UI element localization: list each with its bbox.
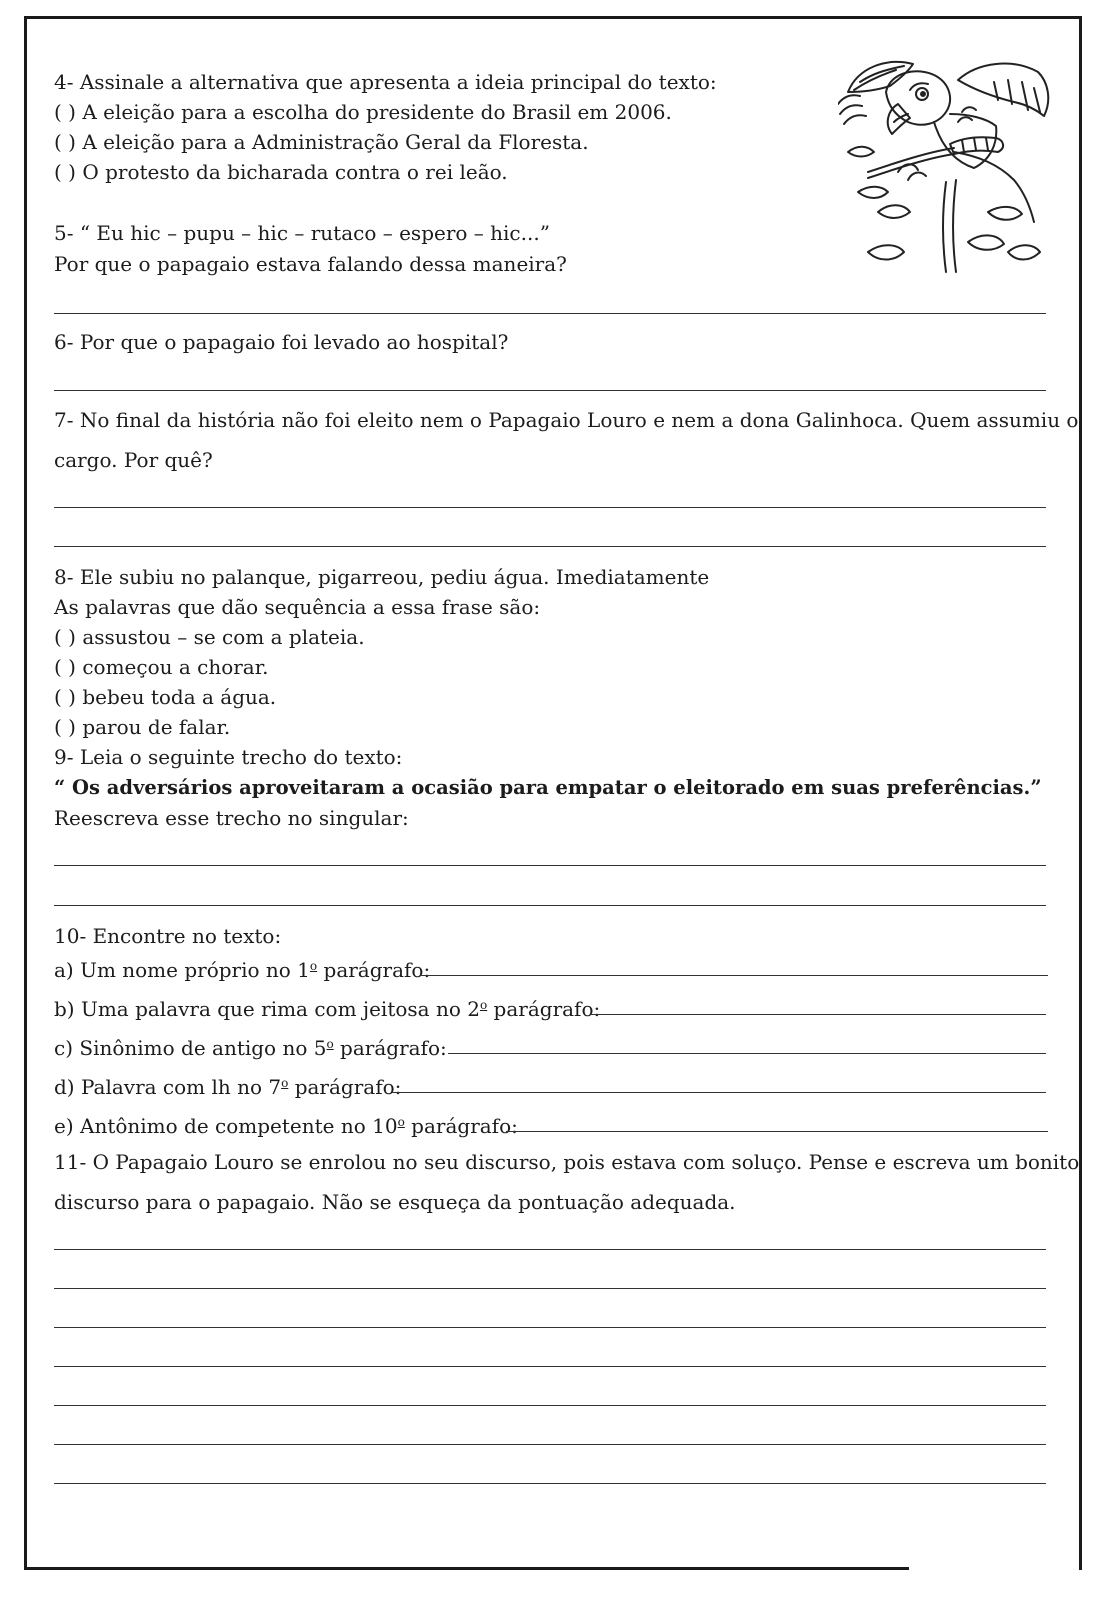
q11-answer-line-7[interactable] (54, 1483, 1046, 1484)
q11-question-line-2: discurso para o papagaio. Não se esqueça da pontuação adequada. (54, 1190, 736, 1214)
q10-item-a-answer-line[interactable] (420, 975, 1048, 976)
q7-answer-line-2[interactable] (54, 546, 1046, 547)
q8-sentence: 8- Ele subiu no palanque, pigarreou, pediu água. Imediatamente (54, 565, 710, 589)
q7-question-line-2: cargo. Por quê? (54, 448, 213, 472)
q7-answer-line-1[interactable] (54, 507, 1046, 508)
q10-item-b-answer-line[interactable] (590, 1014, 1046, 1015)
page-border-left (24, 16, 27, 1570)
q5-answer-line[interactable] (54, 313, 1046, 314)
q10-intro: 10- Encontre no texto: (54, 924, 282, 948)
q6-answer-line[interactable] (54, 390, 1046, 391)
q8-option-1: ( ) assustou – se com a plateia. (54, 625, 365, 649)
q8-option-3: ( ) bebeu toda a água. (54, 685, 277, 709)
page-border-bottom (24, 1567, 909, 1570)
q11-answer-line-2[interactable] (54, 1288, 1046, 1289)
parrot-illustration-icon (838, 52, 1056, 274)
q11-answer-line-6[interactable] (54, 1444, 1046, 1445)
q6-question: 6- Por que o papagaio foi levado ao hospital? (54, 330, 509, 354)
q10-item-d: d) Palavra com lh no 7$^o$ parágrafo: (54, 1075, 402, 1099)
q10-item-a: a) Um nome próprio no 1$^o$ parágrafo: (54, 958, 431, 982)
q9-instruction: Reescreva esse trecho no singular: (54, 806, 409, 830)
q11-question-line-1: 11- O Papagaio Louro se enrolou no seu discurso, pois estava com soluço. Pense e escreva um bonito (54, 1150, 1080, 1174)
q10-item-c: c) Sinônimo de antigo no 5$^o$ parágrafo: (54, 1036, 447, 1060)
q10-item-e: e) Antônimo de competente no 10$^o$ parágrafo: (54, 1114, 518, 1138)
q10-item-e-answer-line[interactable] (506, 1131, 1048, 1132)
q7-question-line-1: 7- No final da história não foi eleito nem o Papagaio Louro e nem a dona Galinhoca. Quem assumiu o (54, 408, 1079, 432)
q11-answer-line-3[interactable] (54, 1327, 1046, 1328)
q9-answer-line-2[interactable] (54, 905, 1046, 906)
q9-quote: “ Os adversários aproveitaram a ocasião para empatar o eleitorado em suas preferências.” (54, 776, 1042, 799)
q4-option-1: ( ) A eleição para a escolha do presidente do Brasil em 2006. (54, 100, 672, 124)
q4-option-2: ( ) A eleição para a Administração Geral da Floresta. (54, 130, 589, 154)
q9-answer-line-1[interactable] (54, 865, 1046, 866)
q11-answer-line-1[interactable] (54, 1249, 1046, 1250)
q5-quote: 5- “ Eu hic – pupu – hic – rutaco – espero – hic...” (54, 221, 550, 245)
q9-intro: 9- Leia o seguinte trecho do texto: (54, 745, 403, 769)
q10-item-c-answer-line[interactable] (448, 1053, 1046, 1054)
q4-option-3: ( ) O protesto da bicharada contra o rei leão. (54, 160, 508, 184)
q10-item-b: b) Uma palavra que rima com jeitosa no 2$^o$ parágrafo: (54, 997, 601, 1021)
q11-answer-line-5[interactable] (54, 1405, 1046, 1406)
q8-prompt: As palavras que dão sequência a essa frase são: (54, 595, 541, 619)
page-border-right (1079, 16, 1082, 1570)
q5-question: Por que o papagaio estava falando dessa maneira? (54, 252, 567, 276)
q4-question: 4- Assinale a alternativa que apresenta a ideia principal do texto: (54, 70, 717, 94)
q11-answer-line-4[interactable] (54, 1366, 1046, 1367)
page-border-top (24, 16, 1082, 19)
q8-option-2: ( ) começou a chorar. (54, 655, 269, 679)
q8-option-4: ( ) parou de falar. (54, 715, 231, 739)
q10-item-d-answer-line[interactable] (392, 1092, 1046, 1093)
